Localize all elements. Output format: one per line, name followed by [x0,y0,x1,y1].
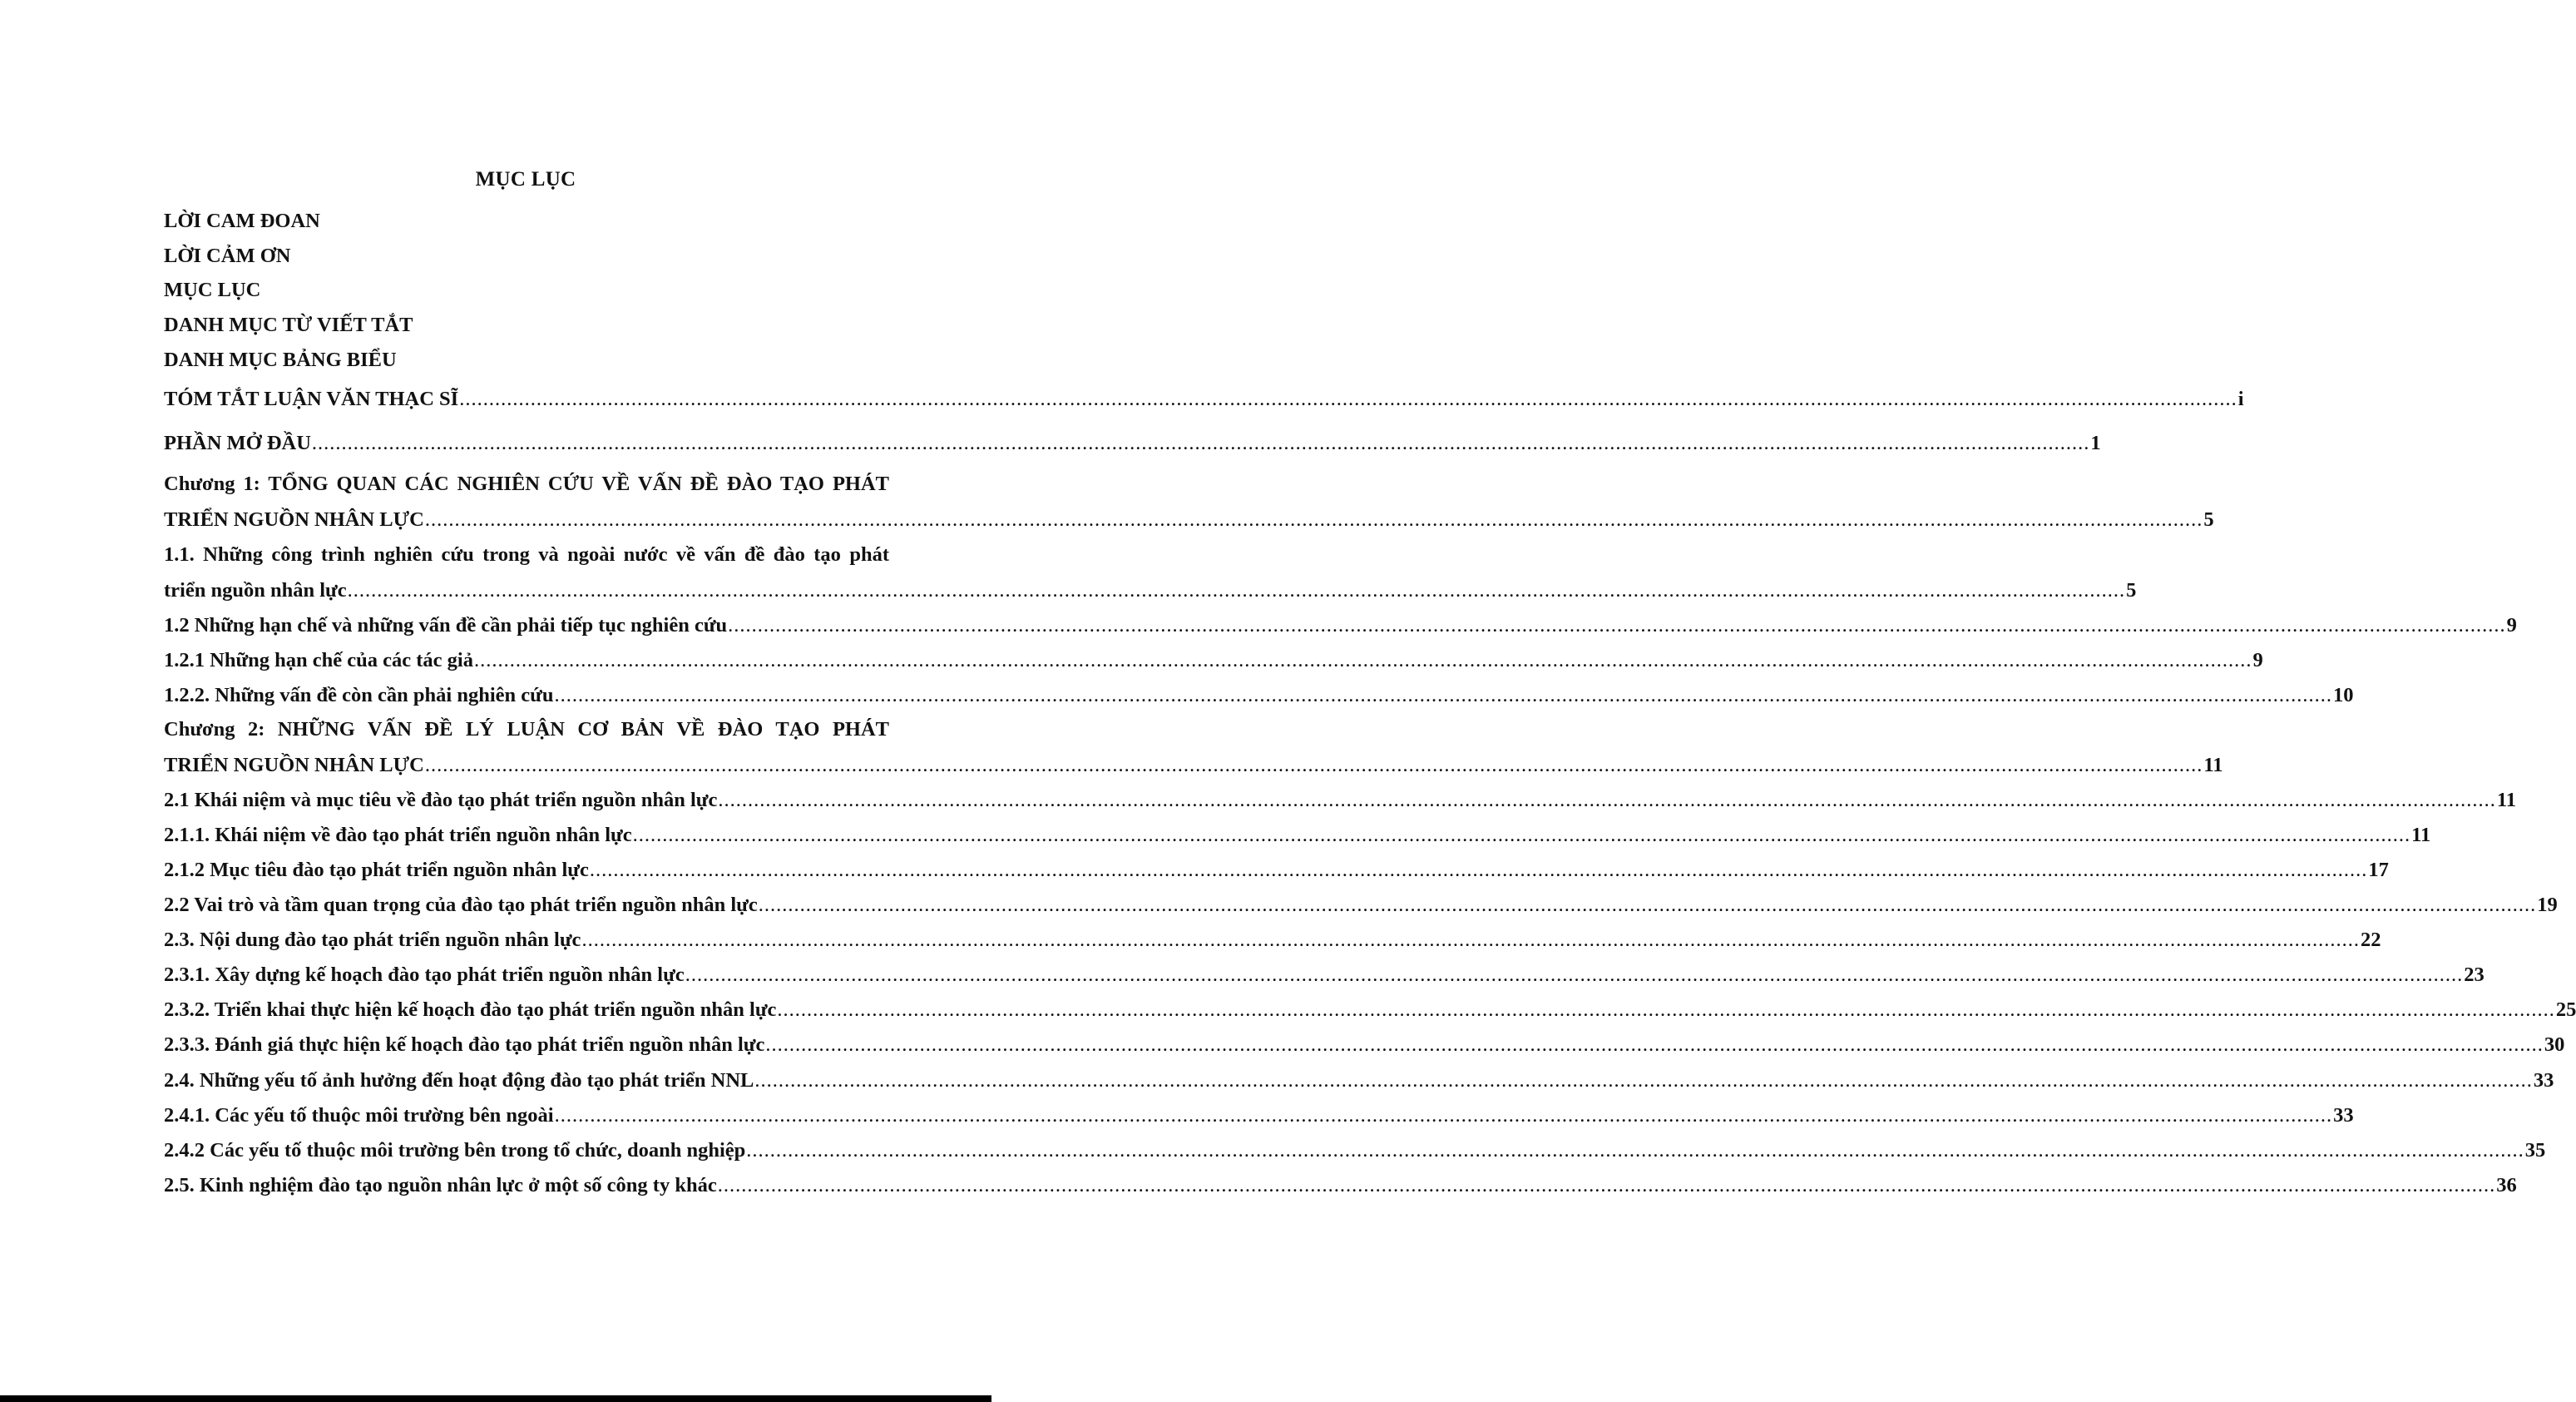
toc-entry [164,612,2517,640]
toc-entry [164,751,2223,780]
toc-page-number: 5 [2126,579,2137,602]
toc-entry [164,429,2101,458]
toc-entry-text: MỤC LỤC [164,279,261,301]
dot-leader: ............................................................................................................................................................................................................................................................................................................ [554,684,2332,706]
toc-entry [164,996,2576,1024]
bottom-edge-bar [0,1395,991,1402]
toc-page-number: 10 [2332,684,2354,706]
toc-entry [164,1102,2354,1130]
toc-entry [164,681,2354,710]
toc-entry-text: triển nguồn nhân lực [164,579,347,602]
dot-leader: ............................................................................................................................................................................................................................................................................................................ [717,1174,2496,1196]
toc-page-number: 35 [2524,1139,2546,1162]
dot-leader: ............................................................................................................................................................................................................................................................................................................ [765,1033,2544,1056]
toc-entry [164,242,896,270]
dot-leader: ............................................................................................................................................................................................................................................................................................................ [777,998,2555,1021]
toc-entry [164,346,896,374]
toc-entry-text: 2.1.1. Khái niệm về đào tạo phát triển nguồn nhân lực [164,824,632,846]
dot-leader: ............................................................................................................................................................................................................................................................................................................ [424,754,2203,776]
toc-entry-text: 2.4. Những yếu tố ảnh hưởng đến hoạt động đào tạo phát triển NNL [164,1069,754,1092]
toc-entry [164,1137,2546,1165]
toc-page-number: 30 [2544,1033,2565,1056]
dot-leader: ............................................................................................................................................................................................................................................................................................................ [424,508,2203,531]
toc-entry [164,647,2263,675]
toc-entry-text: 1.1. Những công trình nghiên cứu trong và ngoài nước về vấn đề đào tạo phát [164,543,889,566]
toc-entry [164,470,889,498]
dot-leader: ............................................................................................................................................................................................................................................................................................................ [746,1139,2524,1162]
toc-entry [164,506,2214,534]
toc-entry [164,276,896,305]
toc-entry [164,821,2431,850]
dot-leader: ............................................................................................................................................................................................................................................................................................................ [718,789,2496,811]
toc-entry-text: DANH MỤC TỪ VIẾT TẮT [164,314,413,336]
toc-page-number: 17 [2368,859,2389,881]
dot-leader: ............................................................................................................................................................................................................................................................................................................ [632,824,2411,846]
toc-page-number: 25 [2555,998,2576,1021]
toc-entry [164,786,2517,815]
dot-leader: ............................................................................................................................................................................................................................................................................................................ [459,388,2237,410]
toc-entry-text: 2.3.2. Triển khai thực hiện kế hoạch đào tạo phát triển nguồn nhân lực [164,998,777,1021]
toc-entry-text: Chương 1: TỔNG QUAN CÁC NGHIÊN CỨU VỀ VẤN ĐỀ ĐÀO TẠO PHÁT [164,473,889,495]
toc-page-number: 11 [2203,754,2223,776]
toc-entry-text: 2.4.1. Các yếu tố thuộc môi trường bên ngoài [164,1104,554,1127]
toc-entry-text: PHẦN MỞ ĐẦU [164,432,311,454]
toc-entry-text: TÓM TẮT LUẬN VĂN THẠC SĨ [164,388,459,410]
toc-entry-text: LỜI CAM ĐOAN [164,210,320,232]
toc-page-number: 33 [2333,1104,2354,1127]
toc-page-number: 22 [2360,929,2381,951]
toc-page-number: 1 [2090,432,2101,454]
toc-entry-text: 2.4.2 Các yếu tố thuộc môi trường bên trong tổ chức, doanh nghiệp [164,1139,746,1162]
dot-leader: ............................................................................................................................................................................................................................................................................................................ [554,1104,2333,1127]
toc-page-number: 36 [2496,1174,2517,1196]
dot-leader: ............................................................................................................................................................................................................................................................................................................ [347,579,2126,602]
toc-entry-text: 2.5. Kinh nghiệm đào tạo nguồn nhân lực ở một số công ty khác [164,1174,717,1196]
toc-page-number: 9 [2506,614,2517,637]
toc-entry [164,577,2137,605]
dot-leader: ............................................................................................................................................................................................................................................................................................................ [728,614,2506,637]
toc-entry [164,541,889,569]
dot-leader: ............................................................................................................................................................................................................................................................................................................ [758,894,2537,916]
toc-entry [164,207,896,235]
toc-title: MỤC LỤC [475,168,576,191]
toc-entry-text: DANH MỤC BẢNG BIỂU [164,349,397,371]
toc-entry-text: 2.3. Nội dung đào tạo phát triển nguồn nhân lực [164,929,581,951]
toc-entry [164,1172,2517,1200]
toc-page-number: 9 [2252,649,2263,671]
toc-entry [164,891,2558,919]
toc-entry [164,716,889,744]
toc-entry-text: 2.3.1. Xây dựng kế hoạch đào tạo phát triển nguồn nhân lực [164,964,685,986]
toc-entry-text: 1.2.1 Những hạn chế của các tác giả [164,649,473,671]
toc-page-number: 33 [2533,1069,2554,1092]
toc-entry-text: 2.3.3. Đánh giá thực hiện kế hoạch đào tạo phát triển nguồn nhân lực [164,1033,765,1056]
toc-entry-text: TRIỂN NGUỒN NHÂN LỰC [164,754,424,776]
toc-entry [164,856,2389,884]
toc-entry [164,311,896,339]
toc-entry-text: 2.1 Khái niệm và mục tiêu về đào tạo phát triển nguồn nhân lực [164,789,718,811]
dot-leader: ............................................................................................................................................................................................................................................................................................................ [589,859,2368,881]
toc-entry-text: LỜI CẢM ƠN [164,245,291,267]
toc-page-number: 5 [2203,508,2214,531]
toc-entry [164,1067,2554,1095]
toc-entry-text: 2.1.2 Mục tiêu đào tạo phát triển nguồn nhân lực [164,859,589,881]
toc-page-number: i [2237,388,2244,410]
dot-leader: ............................................................................................................................................................................................................................................................................................................ [311,432,2090,454]
toc-entry [164,961,2485,989]
toc-page-number: 11 [2411,824,2431,846]
toc-entry [164,1031,2565,1059]
toc-entry-text: Chương 2: NHỮNG VẤN ĐỀ LÝ LUẬN CƠ BẢN VỀ ĐÀO TẠO PHÁT [164,718,889,741]
toc-page-number: 19 [2537,894,2558,916]
toc-entry-text: 1.2 Những hạn chế và những vấn đề cần phải tiếp tục nghiên cứu [164,614,728,637]
toc-entry-text: 1.2.2. Những vấn đề còn cần phải nghiên cứu [164,684,554,706]
dot-leader: ............................................................................................................................................................................................................................................................................................................ [754,1069,2533,1092]
toc-page-number: 11 [2496,789,2517,811]
dot-leader: ............................................................................................................................................................................................................................................................................................................ [685,964,2464,986]
toc-entry [164,926,2381,954]
toc-page-number: 23 [2464,964,2485,986]
toc-entry-text: TRIỂN NGUỒN NHÂN LỰC [164,508,424,531]
toc-entry-text: 2.2 Vai trò và tầm quan trọng của đào tạo phát triển nguồn nhân lực [164,894,758,916]
dot-leader: ............................................................................................................................................................................................................................................................................................................ [581,929,2360,951]
toc-entry [164,385,2244,414]
dot-leader: ............................................................................................................................................................................................................................................................................................................ [474,649,2252,671]
